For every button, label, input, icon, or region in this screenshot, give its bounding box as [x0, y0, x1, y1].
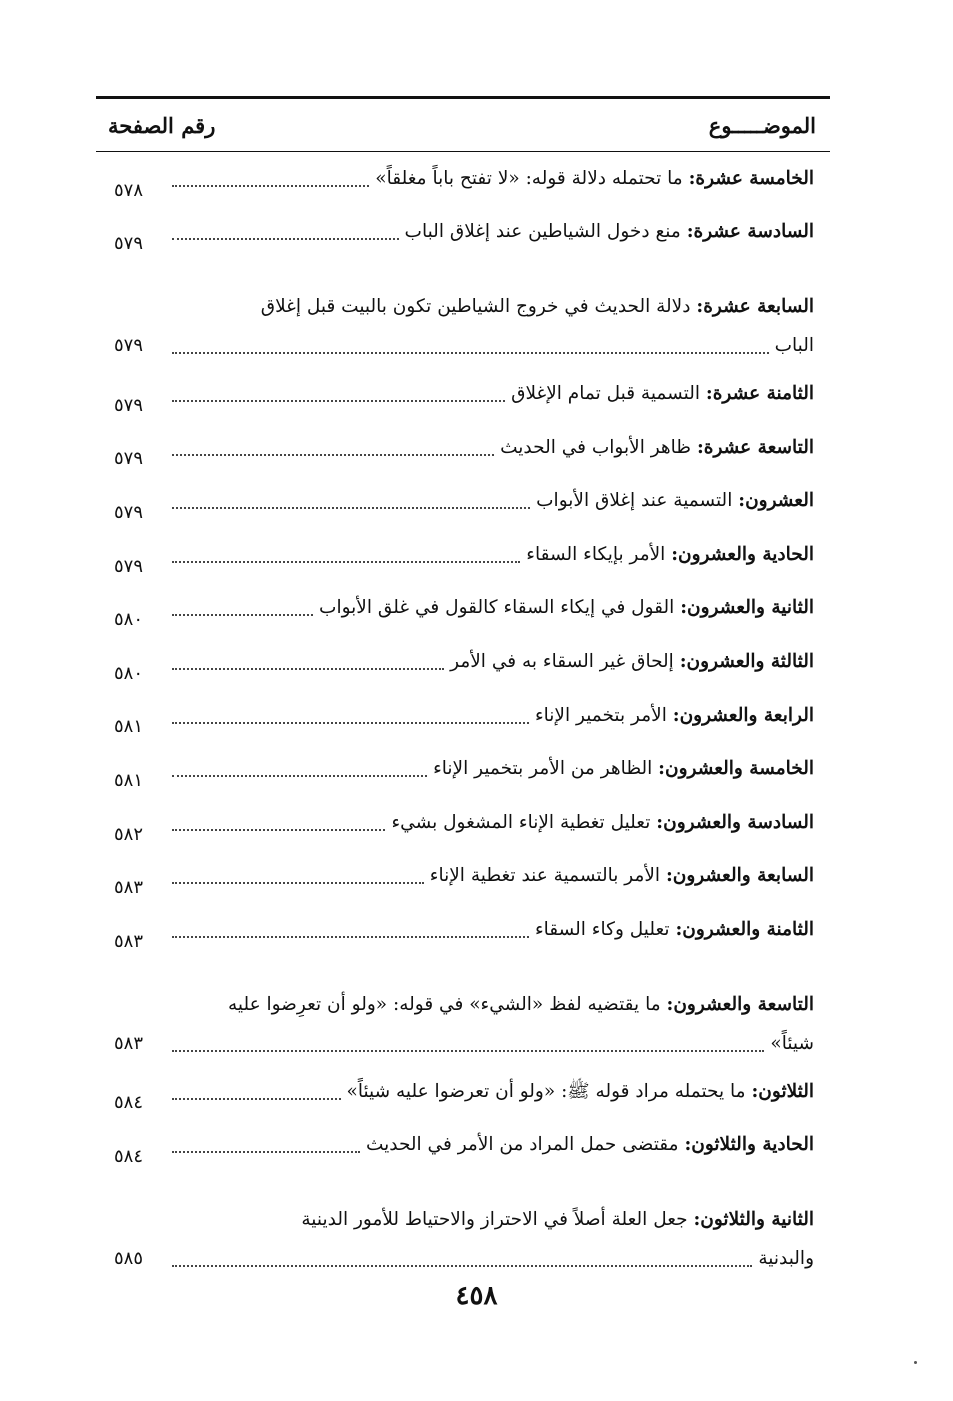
toc-entry-page: ٥٨٣ — [114, 877, 144, 899]
toc-entry-title: الأمر بإيكاء السقاء — [526, 543, 666, 565]
toc-entry — [96, 259, 814, 367]
toc-entry-page: ٥٧٩ — [114, 555, 144, 577]
toc-entry-page: ٥٨٤ — [114, 1145, 144, 1167]
toc-entry-title-continued: الباب — [774, 335, 814, 357]
toc-entry-ordinal: الثانية والعشرون: — [680, 597, 814, 619]
dot-leader — [172, 654, 444, 670]
topic-column-label: الموضـــــوع — [708, 112, 816, 138]
toc-entry — [96, 1172, 814, 1280]
toc-entry-ordinal: السابعة عشرة: — [696, 296, 814, 318]
toc-entry-title: القول في إيكاء السقاء كالقول في غلق الأبواب — [319, 597, 675, 619]
dot-leader — [172, 1084, 341, 1100]
toc-entry-title: التسمية عند إغلاق الأبواب — [536, 490, 733, 512]
toc-entry-ordinal: الحادية والثلاثون: — [684, 1134, 814, 1156]
toc-entry — [96, 528, 814, 582]
toc-entry-ordinal: الثانية والثلاثون: — [693, 1208, 814, 1230]
toc-entry — [96, 367, 814, 421]
dot-leader — [172, 761, 427, 777]
toc-entry-title-continued: شيئاً» — [770, 1032, 814, 1054]
toc-entry-title-continued: والبدنية — [758, 1247, 814, 1269]
dot-leader — [172, 600, 313, 616]
toc-entry — [96, 635, 814, 689]
toc-entry — [96, 1065, 814, 1119]
toc-entry-page: ٥٧٩ — [114, 335, 144, 357]
toc-entry-title: تعليل تغطية الإناء المشغول بشيء — [391, 811, 651, 833]
toc-entry-title: منع دخول الشياطين عند إغلاق الباب — [404, 221, 681, 243]
toc-entry-ordinal: الخامسة عشرة: — [688, 167, 814, 189]
toc-entry — [96, 796, 814, 850]
dot-leader — [172, 171, 369, 187]
scan-speck — [914, 1361, 917, 1364]
toc-entry-ordinal: الثلاثون: — [751, 1080, 814, 1102]
toc-entry-page: ٥٧٩ — [114, 501, 144, 523]
toc-entry-page: ٥٨٤ — [114, 1092, 144, 1114]
toc-entry-ordinal: الحادية والعشرون: — [671, 543, 814, 565]
toc-entry-page: ٥٧٩ — [114, 394, 144, 416]
toc-entry-title: تعليل وكاء السقاء — [534, 918, 670, 940]
toc-entry-page: ٥٨٣ — [114, 1032, 144, 1054]
toc-entry-ordinal: الثالثة والعشرون: — [679, 650, 814, 672]
toc-entry-page: ٥٨٥ — [114, 1247, 144, 1269]
toc-entry — [96, 689, 814, 743]
toc-entry-title: دلالة الحديث في خروج الشياطين تكون بالبيت قبل إغلاق — [260, 296, 691, 318]
dot-leader — [172, 1251, 752, 1267]
toc-entry-ordinal: الرابعة والعشرون: — [672, 704, 814, 726]
toc-entry — [96, 742, 814, 796]
dot-leader — [172, 868, 424, 884]
dot-leader — [172, 338, 769, 354]
page-column-label: رقم الصفحة — [108, 112, 216, 138]
toc-entry-page: ٥٨٣ — [114, 930, 144, 952]
toc-entry — [96, 421, 814, 475]
toc-entry — [96, 152, 814, 206]
toc-entry-page: ٥٧٩ — [114, 233, 144, 255]
toc-entry-title: التسمية قبل تمام الإغلاق — [511, 382, 700, 404]
toc-entry — [96, 474, 814, 528]
toc-entry-title: ما يحتمله مراد قوله ﷺ: «ولو أن تعرضوا عليه شيئاً» — [346, 1080, 746, 1102]
toc-entry-title: الأمر بالتسمية عند تغطية الإناء — [429, 865, 661, 887]
toc-entry — [96, 206, 814, 260]
toc-entry-title: ما يقتضيه لفظ «الشيء» في قوله: «ولو أن تعرِضوا عليه — [227, 993, 661, 1015]
toc-entry-ordinal: السادسة عشرة: — [686, 221, 814, 243]
dot-leader — [172, 1137, 360, 1153]
toc-entry-page: ٥٨١ — [114, 716, 144, 738]
toc-entry-ordinal: العشرون: — [738, 490, 814, 512]
toc-entry-ordinal: الثامنة والعشرون: — [675, 918, 814, 940]
toc-entry — [96, 1118, 814, 1172]
dot-leader — [172, 1036, 764, 1052]
toc-entry-ordinal: الخامسة والعشرون: — [658, 758, 814, 780]
toc-entry-ordinal: السابعة والعشرون: — [665, 865, 814, 887]
toc-entry — [96, 850, 814, 904]
toc-entry — [96, 903, 814, 957]
dot-leader — [172, 440, 494, 456]
toc-entry-page: ٥٧٩ — [114, 448, 144, 470]
toc-header — [96, 99, 830, 151]
toc-entry-title: ما تحتمله دلالة قوله: «لا تفتح باباً مغلقاً» — [375, 167, 683, 189]
toc-entry-ordinal: التاسعة والعشرون: — [666, 993, 814, 1015]
dot-leader — [172, 547, 520, 563]
toc-entry-page: ٥٨٠ — [114, 662, 144, 684]
toc-entry-ordinal: التاسعة عشرة: — [696, 436, 814, 458]
toc-entry-page: ٥٨٠ — [114, 609, 144, 631]
dot-leader — [172, 922, 529, 938]
toc-entry-title: الأمر بتخمير الإناء — [534, 704, 667, 726]
dot-leader — [172, 224, 399, 240]
toc-entry-title: مقتضى حمل المراد من الأمر في الحديث — [365, 1134, 679, 1156]
toc-entry-title: ظاهر الأبواب في الحديث — [500, 436, 692, 458]
dot-leader — [172, 493, 530, 509]
toc-entry-page: ٥٨٢ — [114, 823, 144, 845]
toc-entry — [96, 582, 814, 636]
toc-entries — [96, 152, 830, 1280]
dot-leader — [172, 708, 529, 724]
toc-entry-title: إلحاق غير السقاء به في الأمر — [450, 650, 674, 672]
dot-leader — [172, 386, 505, 402]
toc-entry-title: جعل العلة أصلاً في الاحتراز والاحتياط للأمور الدينية — [301, 1208, 688, 1230]
toc-entry-ordinal: الثامنة عشرة: — [705, 382, 814, 404]
toc-entry-page: ٥٧٨ — [114, 179, 144, 201]
toc-entry-page: ٥٨١ — [114, 769, 144, 791]
page-number: ٤٥٨ — [455, 1281, 498, 1311]
toc-page — [96, 96, 830, 1280]
toc-entry-ordinal: السادسة والعشرون: — [656, 811, 814, 833]
toc-entry-title: الظاهر من الأمر بتخمير الإناء — [433, 758, 653, 780]
dot-leader — [172, 815, 385, 831]
toc-entry — [96, 957, 814, 1065]
